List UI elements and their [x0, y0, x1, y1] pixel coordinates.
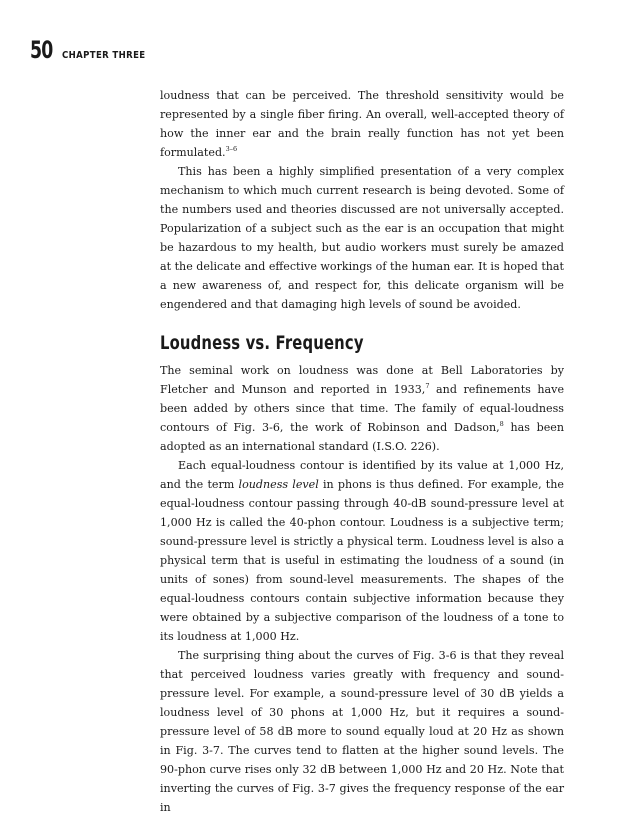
- paragraph-fletcher-munson: The seminal work on loudness was done at Bell Laboratories by Fletcher and Munson and reported in 1933,$^7$ and refinements have been added by others since that time. The family of equal-loudness contours of Fig. 3-6, the work of Robinson and Dadson,$^8$ has been adopted as an international standard (I.S.O. 226).: [160, 364, 565, 453]
- paragraph-equal-loudness-contour: Each equal-loudness contour is identified by its value at 1,000 Hz, and the term loudness level in phons is thus defined. For example, the equal-loudness contour passing through 40-dB sound-pressure level at 1,000 Hz is called the 40-phon contour. Loudness is a subjective term; sound-pressure level is strictly a physical term. Loudness level is also a physical term that is useful in estimating the loudness of a sound (in units of sones) from sound-level measurements. The shapes of the equal-loudness contours contain subjective information because they were obtained by a subjective comparison of the loudness of a tone to its loudness at 1,000 Hz.: [160, 459, 564, 643]
- page-number: 50: [30, 36, 53, 64]
- reference-marker: 3–6: [225, 145, 238, 153]
- section-heading: Loudness vs. Frequency: [160, 332, 364, 354]
- paragraph-surprising-curves: The surprising thing about the curves of Fig. 3-6 is that they reveal that perceived loudness varies greatly with frequency and sound-pressure level. For example, a sound-pressure level of 30 dB yields a loudness level of 30 phons at 1,000 Hz, but it requires a sound-pressure level of 58 dB more to sound equally loud at 20 Hz as shown in Fig. 3-7. The curves tend to flatten at the higher sound levels. The 90-phon curve rises only 32 dB between 1,000 Hz and 20 Hz. Note that inverting the curves of Fig. 3-7 gives the frequency response of the ear in: [160, 649, 564, 814]
- reference-marker: 7: [425, 382, 430, 390]
- emphasis-term: loudness level: [238, 478, 319, 491]
- reference-marker: 8: [499, 420, 504, 428]
- paragraph-simplified-presentation: This has been a highly simplified presentation of a very complex mechanism to which much current research is being devoted. Some of the numbers used and theories discussed are not universally accepted. Popularization of a subject such as the ear is an occupation that might be hazardous to my health, but audio workers must surely be amazed at the delicate and effective workings of the human ear. It is hoped that a new awareness of, and respect for, this delicate organism will be engendered and that damaging high levels of sound be avoided.: [160, 165, 564, 311]
- body-text: [160, 86, 564, 817]
- page-header: [30, 38, 155, 62]
- running-head: CHAPTER THREE: [62, 50, 146, 61]
- paragraph-continuation: loudness that can be perceived. The threshold sensitivity would be represented by a single fiber firing. An overall, well-accepted theory of how the inner ear and the brain really function has not yet been formulated.$^{3-6}$: [160, 89, 564, 159]
